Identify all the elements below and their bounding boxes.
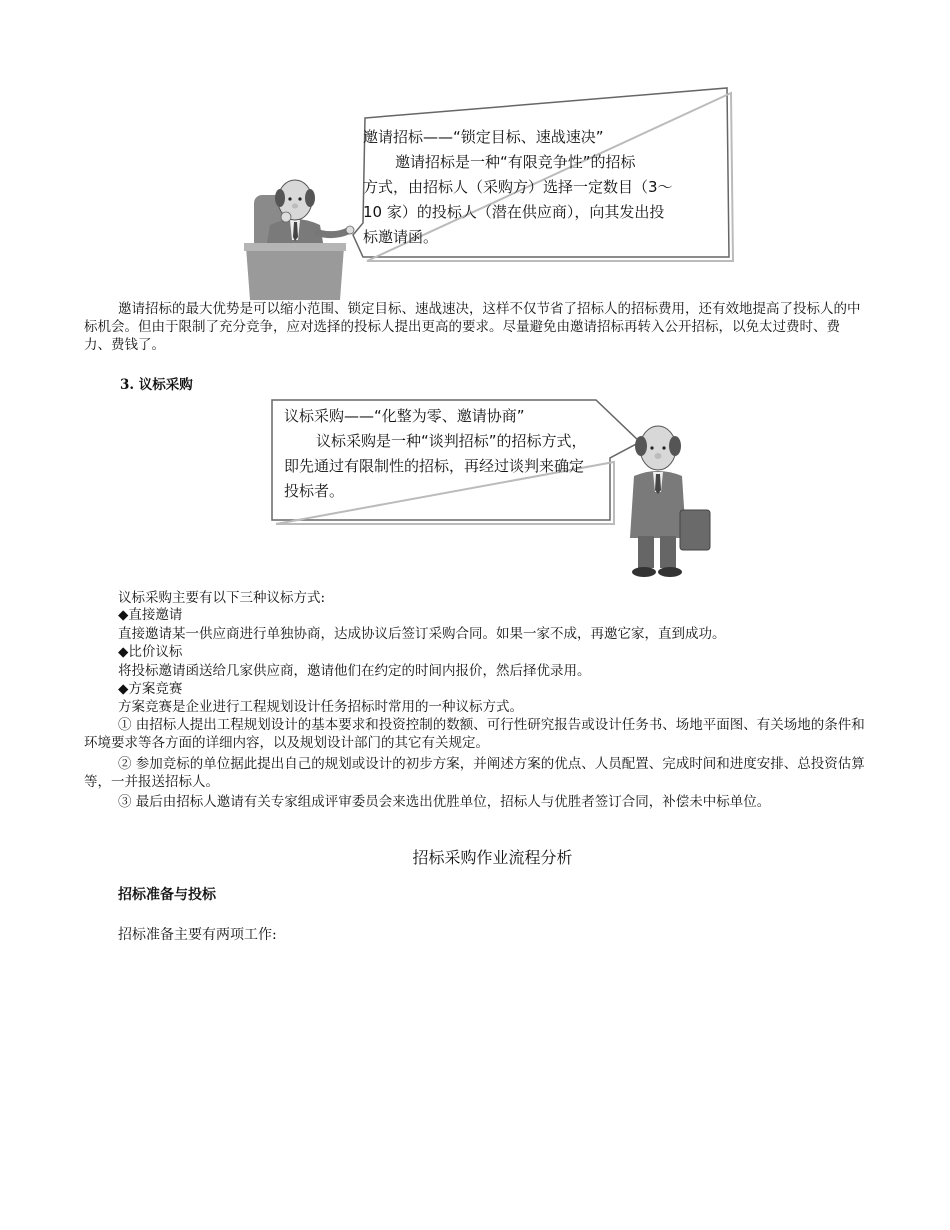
methods-intro: 议标采购主要有以下三种议标方式: bbox=[118, 590, 326, 606]
method-desc: 直接邀请某一供应商进行单独协商，达成协议后签订采购合同。如果一家不成，再邀它家，直到成功。 bbox=[118, 626, 726, 642]
closing-line: 招标准备主要有两项工作: bbox=[118, 927, 277, 943]
step-item: ① 由招标人提出工程规划设计的基本要求和投资控制的数额、可行性研究报告或设计任务书、场地平面图、有关场地的条件和环境要求等各方面的详细内容，以及规划设计部门的其它有关规定。 bbox=[84, 717, 865, 751]
section-heading-negotiated-procurement: 3. 议标采购 bbox=[120, 377, 193, 393]
callout1-line: 方式，由招标人（采购方）选择一定数目（3～ bbox=[363, 178, 673, 196]
callout1-line: 10 家）的投标人（潜在供应商），向其发出投 bbox=[363, 203, 665, 221]
illustration-seated-man bbox=[240, 165, 360, 300]
paragraph-invited-tender-advantage: 邀请招标的最大优势是可以缩小范围、锁定目标、速战速决，这样不仅节省了招标人的招标费用，还有效地提高了投标人的中标机会。但由于限制了充分竞争，应对选择的投标人提出更高的要求。尽量避免由邀请招标再转入公开招标，以免太过费时、费力、费钱了。 bbox=[84, 301, 861, 353]
subsection-heading: 招标准备与投标 bbox=[118, 887, 216, 903]
method-bullet: ◆方案竞赛 bbox=[118, 681, 183, 697]
method-desc: 将投标邀请函送给几家供应商，邀请他们在约定的时间内报价，然后择优录用。 bbox=[118, 663, 591, 679]
callout1-line: 邀请招标是一种“有限竞争性”的招标 bbox=[395, 153, 636, 171]
method-bullet: ◆直接邀请 bbox=[118, 607, 183, 623]
callout2-line: 投标者。 bbox=[284, 482, 345, 500]
callout2-line: 议标采购是一种“谈判招标”的招标方式， bbox=[316, 432, 587, 450]
callout-negotiated-procurement bbox=[268, 396, 668, 526]
callout2-line: 即先通过有限制性的招标，再经过谈判来确定 bbox=[284, 457, 585, 475]
section-title: 招标采购作业流程分析 bbox=[412, 848, 573, 867]
callout2-title: 议标采购——“化整为零、邀请协商” bbox=[284, 407, 525, 425]
callout1-title: 邀请招标——“锁定目标、速战速决” bbox=[363, 128, 604, 146]
step-item: ② 参加竞标的单位据此提出自己的规划或设计的初步方案，并阐述方案的优点、人员配置、完成时间和进度安排、总投资估算等，一并报送招标人。 bbox=[84, 756, 865, 790]
step-item: ③ 最后由招标人邀请有关专家组成评审委员会来选出优胜单位，招标人与优胜者签订合同，补偿未中标单位。 bbox=[118, 794, 771, 810]
callout-invited-tender bbox=[345, 85, 735, 265]
method-desc: 方案竞赛是企业进行工程规划设计任务招标时常用的一种议标方式。 bbox=[118, 699, 523, 715]
illustration-standing-man bbox=[618, 420, 718, 580]
callout1-line: 标邀请函。 bbox=[363, 228, 439, 246]
method-bullet: ◆比价议标 bbox=[118, 644, 183, 660]
